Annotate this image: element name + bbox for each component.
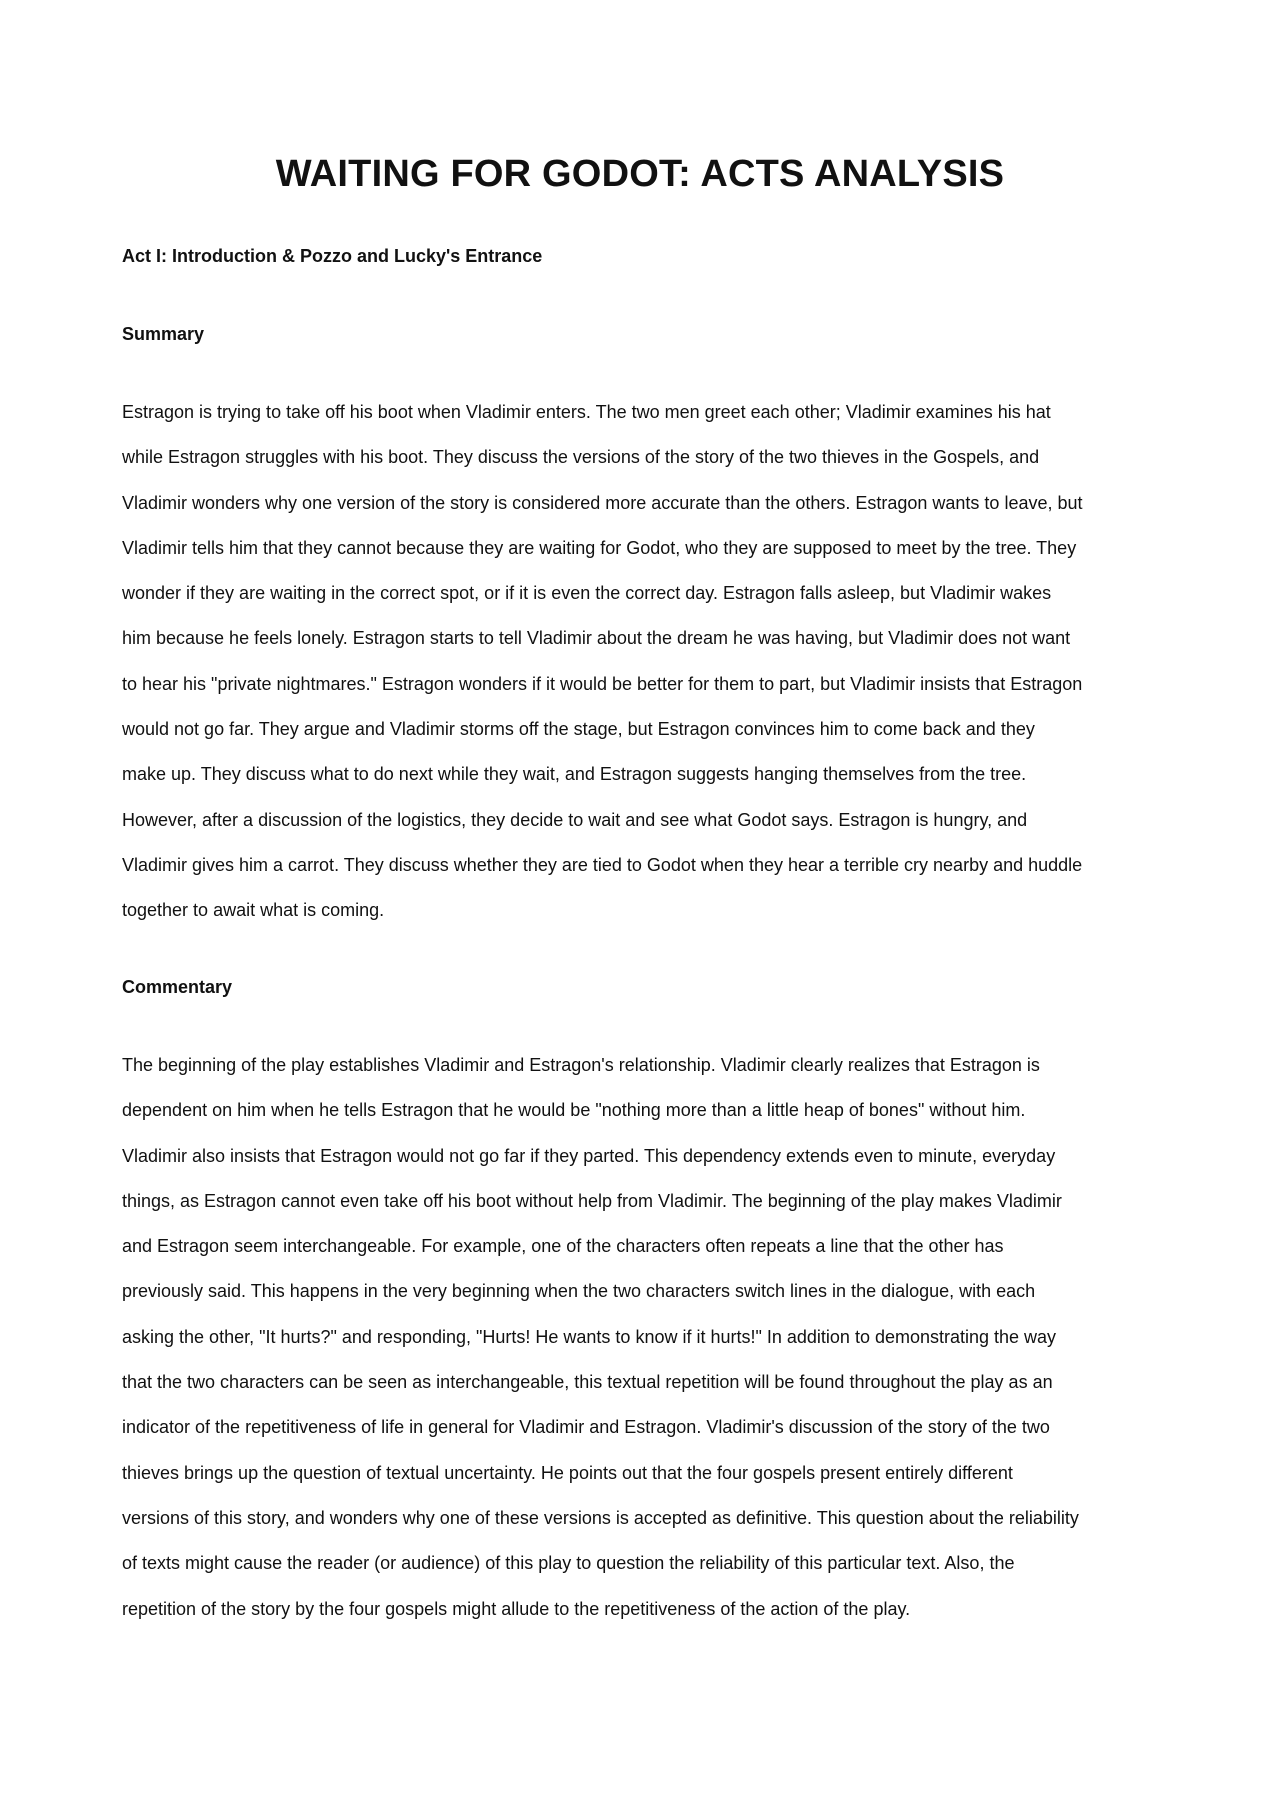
summary-paragraph	[122, 390, 1167, 934]
summary-heading: Summary	[122, 324, 205, 344]
commentary-line: of texts might cause the reader (or audience) of this play to question the reliability of this particular text. Also, the	[122, 1553, 1015, 1574]
commentary-line: indicator of the repetitiveness of life in general for Vladimir and Estragon. Vladimir's discussion of the story of the two	[122, 1417, 1050, 1438]
commentary-line: versions of this story, and wonders why one of these versions is accepted as definitive. This question about the reliability	[122, 1507, 1079, 1528]
summary-line: wonder if they are waiting in the correct spot, or if it is even the correct day. Estragon falls asleep, but Vladimir wakes	[122, 583, 1052, 604]
commentary-line: Vladimir also insists that Estragon would not go far if they parted. This dependency extends even to minute, everyday	[122, 1145, 1056, 1166]
summary-line: would not go far. They argue and Vladimir storms off the stage, but Estragon convinces him to come back and they	[122, 719, 1035, 740]
page-title: WAITING FOR GODOT: ACTS ANALYSIS	[275, 153, 1005, 195]
summary-line: Estragon is trying to take off his boot when Vladimir enters. The two men greet each other; Vladimir examines his hat	[122, 402, 1051, 422]
commentary-line: thieves brings up the question of textual uncertainty. He points out that the four gospels present entirely different	[122, 1462, 1013, 1483]
commentary-line: that the two characters can be seen as interchangeable, this textual repetition will be found throughout the play as an	[122, 1372, 1053, 1393]
commentary-line: asking the other, "It hurts?" and responding, "Hurts! He wants to know if it hurts!" In addition to demonstrating the way	[122, 1326, 1057, 1347]
commentary-line: previously said. This happens in the very beginning when the two characters switch lines in the dialogue, with each	[122, 1281, 1036, 1302]
act-heading: Act I: Introduction & Pozzo and Lucky's Entrance	[122, 246, 543, 266]
commentary-line: and Estragon seem interchangeable. For example, one of the characters often repeats a line that the other has	[122, 1236, 1004, 1257]
summary-line: Vladimir wonders why one version of the story is considered more accurate than the others. Estragon wants to leave, but	[122, 492, 1083, 513]
commentary-paragraph	[122, 1043, 1167, 1632]
commentary-line: dependent on him when he tells Estragon that he would be "nothing more than a little heap of bones" without him.	[122, 1100, 1026, 1121]
commentary-line: things, as Estragon cannot even take off his boot without help from Vladimir. The beginning of the play makes Vladimir	[122, 1190, 1062, 1211]
summary-line: together to await what is coming.	[122, 900, 385, 921]
summary-line: while Estragon struggles with his boot. They discuss the versions of the story of the two thieves in the Gospels, and	[122, 447, 1040, 468]
summary-line: Vladimir tells him that they cannot because they are waiting for Godot, who they are supposed to meet by the tree. They	[122, 537, 1077, 558]
summary-line: make up. They discuss what to do next while they wait, and Estragon suggests hanging themselves from the tree.	[122, 764, 1027, 785]
commentary-line: The beginning of the play establishes Vladimir and Estragon's relationship. Vladimir clearly realizes that Estragon is	[122, 1055, 1040, 1075]
summary-line: Vladimir gives him a carrot. They discuss whether they are tied to Godot when they hear a terrible cry nearby and huddle	[122, 854, 1083, 875]
summary-line: him because he feels lonely. Estragon starts to tell Vladimir about the dream he was having, but Vladimir does not want	[122, 628, 1071, 649]
commentary-line: repetition of the story by the four gospels might allude to the repetitiveness of the action of the play.	[122, 1598, 911, 1619]
commentary-heading: Commentary	[122, 977, 233, 997]
summary-line: to hear his "private nightmares." Estragon wonders if it would be better for them to part, but Vladimir insists that Estragon	[122, 673, 1083, 694]
summary-line: However, after a discussion of the logistics, they decide to wait and see what Godot says. Estragon is hungry, and	[122, 809, 1028, 830]
